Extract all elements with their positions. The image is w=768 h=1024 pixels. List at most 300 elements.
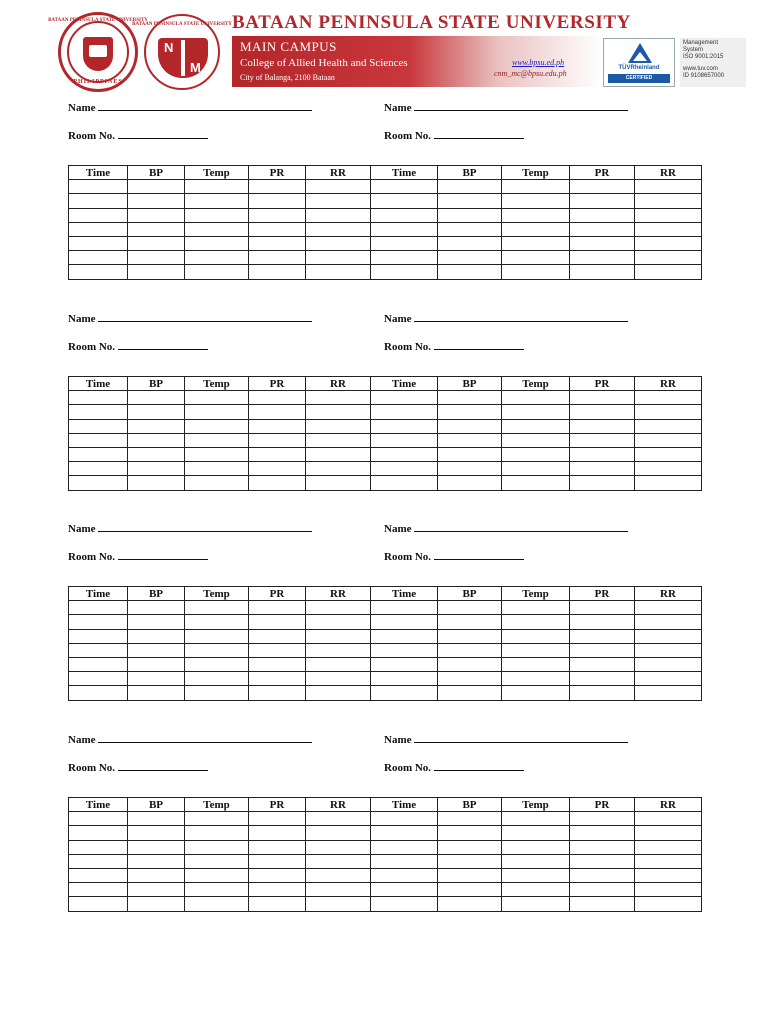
table-cell[interactable] [635,180,702,194]
table-cell[interactable] [438,897,502,911]
table-cell[interactable] [635,405,702,419]
table-cell[interactable] [128,840,185,854]
table-cell[interactable] [371,405,438,419]
table-cell[interactable] [570,601,635,615]
table-cell[interactable] [570,462,635,476]
table-cell[interactable] [502,897,570,911]
table-cell[interactable] [635,629,702,643]
table-cell[interactable] [371,812,438,826]
table-cell[interactable] [249,476,306,490]
table-cell[interactable] [69,447,128,461]
table-cell[interactable] [635,897,702,911]
table-cell[interactable] [185,615,249,629]
table-cell[interactable] [570,643,635,657]
table-cell[interactable] [371,601,438,615]
table-cell[interactable] [306,854,371,868]
table-cell[interactable] [438,812,502,826]
table-cell[interactable] [306,476,371,490]
table-cell[interactable] [306,208,371,222]
table-cell[interactable] [371,854,438,868]
table-cell[interactable] [371,462,438,476]
table-cell[interactable] [371,194,438,208]
table-cell[interactable] [249,208,306,222]
table-cell[interactable] [185,812,249,826]
table-cell[interactable] [570,433,635,447]
table-cell[interactable] [306,447,371,461]
table-cell[interactable] [438,236,502,250]
table-cell[interactable] [128,476,185,490]
table-cell[interactable] [306,686,371,700]
table-cell[interactable] [502,236,570,250]
table-cell[interactable] [570,868,635,882]
table-cell[interactable] [635,883,702,897]
table-cell[interactable] [502,840,570,854]
table-cell[interactable] [128,643,185,657]
table-cell[interactable] [185,601,249,615]
table-cell[interactable] [185,686,249,700]
table-cell[interactable] [249,812,306,826]
table-cell[interactable] [570,854,635,868]
table-cell[interactable] [371,251,438,265]
table-cell[interactable] [570,251,635,265]
room-number-blank-left[interactable] [118,550,208,560]
table-cell[interactable] [438,194,502,208]
table-cell[interactable] [502,180,570,194]
table-cell[interactable] [438,643,502,657]
table-cell[interactable] [306,236,371,250]
table-cell[interactable] [306,405,371,419]
table-cell[interactable] [185,657,249,671]
table-row [69,265,702,279]
table-cell[interactable] [438,180,502,194]
table-cell[interactable] [249,180,306,194]
patient-name-blank-right[interactable] [414,312,628,322]
table-cell[interactable] [438,391,502,405]
table-cell[interactable] [249,222,306,236]
table-cell[interactable] [306,657,371,671]
table-cell[interactable] [128,447,185,461]
patient-name-blank-right[interactable] [414,101,628,111]
table-cell[interactable] [438,208,502,222]
table-cell[interactable] [306,265,371,279]
table-cell[interactable] [570,826,635,840]
table-cell[interactable] [69,615,128,629]
table-cell[interactable] [306,840,371,854]
table-cell[interactable] [185,251,249,265]
table-cell[interactable] [128,419,185,433]
table-cell[interactable] [128,433,185,447]
table-cell[interactable] [128,391,185,405]
table-cell[interactable] [128,672,185,686]
table-cell[interactable] [438,686,502,700]
table-cell[interactable] [502,883,570,897]
table-cell[interactable] [635,236,702,250]
table-cell[interactable] [69,265,128,279]
table-cell[interactable] [69,419,128,433]
table-cell[interactable] [249,629,306,643]
table-cell[interactable] [128,601,185,615]
table-cell[interactable] [371,897,438,911]
table-cell[interactable] [249,462,306,476]
table-cell[interactable] [371,840,438,854]
table-cell[interactable] [635,391,702,405]
table-cell[interactable] [570,615,635,629]
table-cell[interactable] [185,265,249,279]
table-cell[interactable] [185,643,249,657]
table-cell[interactable] [69,433,128,447]
table-cell[interactable] [570,897,635,911]
patient-name-blank-left[interactable] [98,101,312,111]
table-cell[interactable] [306,643,371,657]
table-cell[interactable] [502,854,570,868]
table-cell[interactable] [502,643,570,657]
table-cell[interactable] [249,251,306,265]
table-cell[interactable] [69,251,128,265]
table-cell[interactable] [570,883,635,897]
table-cell[interactable] [570,236,635,250]
table-cell[interactable] [306,194,371,208]
table-cell[interactable] [306,391,371,405]
table-cell[interactable] [185,391,249,405]
table-cell[interactable] [249,672,306,686]
table-cell[interactable] [306,615,371,629]
table-cell[interactable] [69,657,128,671]
table-cell[interactable] [502,391,570,405]
table-cell[interactable] [128,265,185,279]
table-cell[interactable] [635,672,702,686]
table-cell[interactable] [438,419,502,433]
table-cell[interactable] [438,447,502,461]
table-cell[interactable] [502,462,570,476]
table-cell[interactable] [635,868,702,882]
table-cell[interactable] [128,251,185,265]
table-cell[interactable] [249,405,306,419]
table-cell[interactable] [570,180,635,194]
table-cell[interactable] [371,208,438,222]
room-number-blank-left[interactable] [118,129,208,139]
table-cell[interactable] [69,883,128,897]
table-cell[interactable] [249,854,306,868]
table-cell[interactable] [371,419,438,433]
table-cell[interactable] [306,462,371,476]
table-cell[interactable] [185,672,249,686]
table-cell[interactable] [249,897,306,911]
table-cell[interactable] [438,657,502,671]
table-cell[interactable] [185,868,249,882]
table-cell[interactable] [185,405,249,419]
table-cell[interactable] [635,854,702,868]
table-cell[interactable] [185,629,249,643]
table-cell[interactable] [502,657,570,671]
table-cell[interactable] [185,462,249,476]
table-cell[interactable] [502,812,570,826]
table-cell[interactable] [128,897,185,911]
table-cell[interactable] [635,419,702,433]
table-cell[interactable] [185,433,249,447]
table-cell[interactable] [128,868,185,882]
table-cell[interactable] [371,447,438,461]
table-cell[interactable] [69,840,128,854]
table-cell[interactable] [185,897,249,911]
table-cell[interactable] [185,840,249,854]
table-cell[interactable] [371,643,438,657]
patient-name-blank-left[interactable] [98,522,312,532]
patient-name-blank-left[interactable] [98,733,312,743]
table-cell[interactable] [570,840,635,854]
table-cell[interactable] [635,265,702,279]
table-cell[interactable] [502,251,570,265]
table-cell[interactable] [438,265,502,279]
table-cell[interactable] [306,868,371,882]
table-cell[interactable] [128,180,185,194]
table-cell[interactable] [306,222,371,236]
table-cell[interactable] [306,812,371,826]
website-link[interactable]: www.bpsu.ed.ph [512,58,565,67]
table-cell[interactable] [185,208,249,222]
table-cell[interactable] [570,686,635,700]
table-cell[interactable] [185,236,249,250]
table-cell[interactable] [185,854,249,868]
table-cell[interactable] [371,236,438,250]
table-cell[interactable] [635,826,702,840]
table-cell[interactable] [128,615,185,629]
table-cell[interactable] [69,462,128,476]
table-cell[interactable] [635,615,702,629]
table-cell[interactable] [502,194,570,208]
table-cell[interactable] [306,601,371,615]
table-cell[interactable] [185,447,249,461]
table-cell[interactable] [371,686,438,700]
table-cell[interactable] [371,222,438,236]
table-cell[interactable] [371,433,438,447]
table-cell[interactable] [635,686,702,700]
table-cell[interactable] [69,629,128,643]
table-cell[interactable] [371,629,438,643]
table-cell[interactable] [371,265,438,279]
table-cell[interactable] [570,447,635,461]
table-cell[interactable] [128,222,185,236]
table-cell[interactable] [69,601,128,615]
table-cell[interactable] [371,180,438,194]
table-cell[interactable] [438,615,502,629]
table-cell[interactable] [249,194,306,208]
table-cell[interactable] [635,222,702,236]
room-number-blank-left[interactable] [118,761,208,771]
table-cell[interactable] [249,826,306,840]
table-cell[interactable] [69,868,128,882]
table-cell[interactable] [128,208,185,222]
table-cell[interactable] [306,672,371,686]
table-cell[interactable] [69,686,128,700]
room-number-blank-left[interactable] [118,340,208,350]
room-number-blank-right[interactable] [434,340,524,350]
table-cell[interactable] [306,433,371,447]
table-cell[interactable] [69,854,128,868]
table-cell[interactable] [502,265,570,279]
table-cell[interactable] [635,194,702,208]
table-cell[interactable] [69,897,128,911]
table-cell[interactable] [635,251,702,265]
table-cell[interactable] [185,180,249,194]
table-cell[interactable] [128,462,185,476]
table-cell[interactable] [502,672,570,686]
table-cell[interactable] [570,657,635,671]
table-cell[interactable] [502,826,570,840]
table-cell[interactable] [570,208,635,222]
table-cell[interactable] [249,391,306,405]
table-cell[interactable] [502,405,570,419]
table-cell[interactable] [69,208,128,222]
table-cell[interactable] [128,194,185,208]
table-cell[interactable] [128,812,185,826]
room-number-blank-right[interactable] [434,550,524,560]
table-cell[interactable] [69,405,128,419]
table-cell[interactable] [306,251,371,265]
table-cell[interactable] [502,419,570,433]
email-address[interactable]: cnm_mc@bpsu.edu.ph [494,69,567,78]
table-cell[interactable] [438,222,502,236]
table-cell[interactable] [249,447,306,461]
table-cell[interactable] [249,643,306,657]
table-cell[interactable] [438,629,502,643]
table-cell[interactable] [185,826,249,840]
table-cell[interactable] [371,826,438,840]
table-cell[interactable] [502,629,570,643]
room-number-field-left [68,550,208,564]
table-cell[interactable] [371,657,438,671]
table-cell[interactable] [128,686,185,700]
table-cell[interactable] [502,447,570,461]
table-cell[interactable] [570,222,635,236]
table-cell[interactable] [570,476,635,490]
table-cell[interactable] [502,433,570,447]
table-cell[interactable] [69,391,128,405]
table-cell[interactable] [438,462,502,476]
table-cell[interactable] [570,672,635,686]
table-cell[interactable] [635,601,702,615]
table-cell[interactable] [69,476,128,490]
table-cell[interactable] [635,476,702,490]
table-cell[interactable] [249,601,306,615]
table-cell[interactable] [438,672,502,686]
table-cell[interactable] [185,419,249,433]
table-cell[interactable] [128,826,185,840]
table-cell[interactable] [635,462,702,476]
table-cell[interactable] [249,265,306,279]
table-cell[interactable] [249,686,306,700]
table-cell[interactable] [249,883,306,897]
table-cell[interactable] [570,812,635,826]
table-cell[interactable] [69,643,128,657]
table-cell[interactable] [69,672,128,686]
table-cell[interactable] [371,615,438,629]
table-cell[interactable] [371,868,438,882]
table-cell[interactable] [635,643,702,657]
table-cell[interactable] [438,883,502,897]
room-number-blank-right[interactable] [434,761,524,771]
table-cell[interactable] [438,476,502,490]
table-cell[interactable] [502,476,570,490]
room-number-blank-right[interactable] [434,129,524,139]
table-cell[interactable] [306,180,371,194]
table-cell[interactable] [371,476,438,490]
table-cell[interactable] [306,826,371,840]
table-cell[interactable] [306,629,371,643]
table-cell[interactable] [371,672,438,686]
table-cell[interactable] [128,236,185,250]
table-cell[interactable] [69,194,128,208]
table-cell[interactable] [69,180,128,194]
table-cell[interactable] [249,840,306,854]
table-cell[interactable] [570,405,635,419]
table-cell[interactable] [438,251,502,265]
table-cell[interactable] [371,883,438,897]
table-cell[interactable] [438,826,502,840]
table-cell[interactable] [69,826,128,840]
table-cell[interactable] [635,657,702,671]
table-cell[interactable] [438,433,502,447]
table-cell[interactable] [306,897,371,911]
table-cell[interactable] [438,601,502,615]
table-cell[interactable] [249,236,306,250]
table-cell[interactable] [185,194,249,208]
table-cell[interactable] [185,883,249,897]
table-cell[interactable] [570,419,635,433]
table-cell[interactable] [306,883,371,897]
table-cell[interactable] [635,447,702,461]
table-cell[interactable] [249,419,306,433]
table-cell[interactable] [128,657,185,671]
table-cell[interactable] [570,629,635,643]
table-cell[interactable] [438,405,502,419]
table-cell[interactable] [635,433,702,447]
table-cell[interactable] [128,854,185,868]
table-cell[interactable] [371,391,438,405]
table-cell[interactable] [128,405,185,419]
table-cell[interactable] [69,222,128,236]
patient-name-blank-left[interactable] [98,312,312,322]
patient-name-blank-right[interactable] [414,733,628,743]
table-cell[interactable] [502,868,570,882]
table-cell[interactable] [570,194,635,208]
table-cell[interactable] [438,868,502,882]
table-cell[interactable] [570,265,635,279]
table-cell[interactable] [69,812,128,826]
table-cell[interactable] [306,419,371,433]
table-cell[interactable] [249,615,306,629]
table-cell[interactable] [502,615,570,629]
table-cell[interactable] [502,686,570,700]
table-cell[interactable] [249,657,306,671]
table-cell[interactable] [438,854,502,868]
table-cell[interactable] [502,222,570,236]
table-cell[interactable] [502,601,570,615]
table-cell[interactable] [438,840,502,854]
table-cell[interactable] [502,208,570,222]
table-cell[interactable] [185,222,249,236]
patient-name-blank-right[interactable] [414,522,628,532]
table-cell[interactable] [570,391,635,405]
table-cell[interactable] [249,433,306,447]
table-cell[interactable] [635,812,702,826]
table-cell[interactable] [69,236,128,250]
table-cell[interactable] [128,629,185,643]
table-cell[interactable] [635,840,702,854]
table-cell[interactable] [185,476,249,490]
table-cell[interactable] [249,868,306,882]
table-cell[interactable] [635,208,702,222]
table-cell[interactable] [128,883,185,897]
